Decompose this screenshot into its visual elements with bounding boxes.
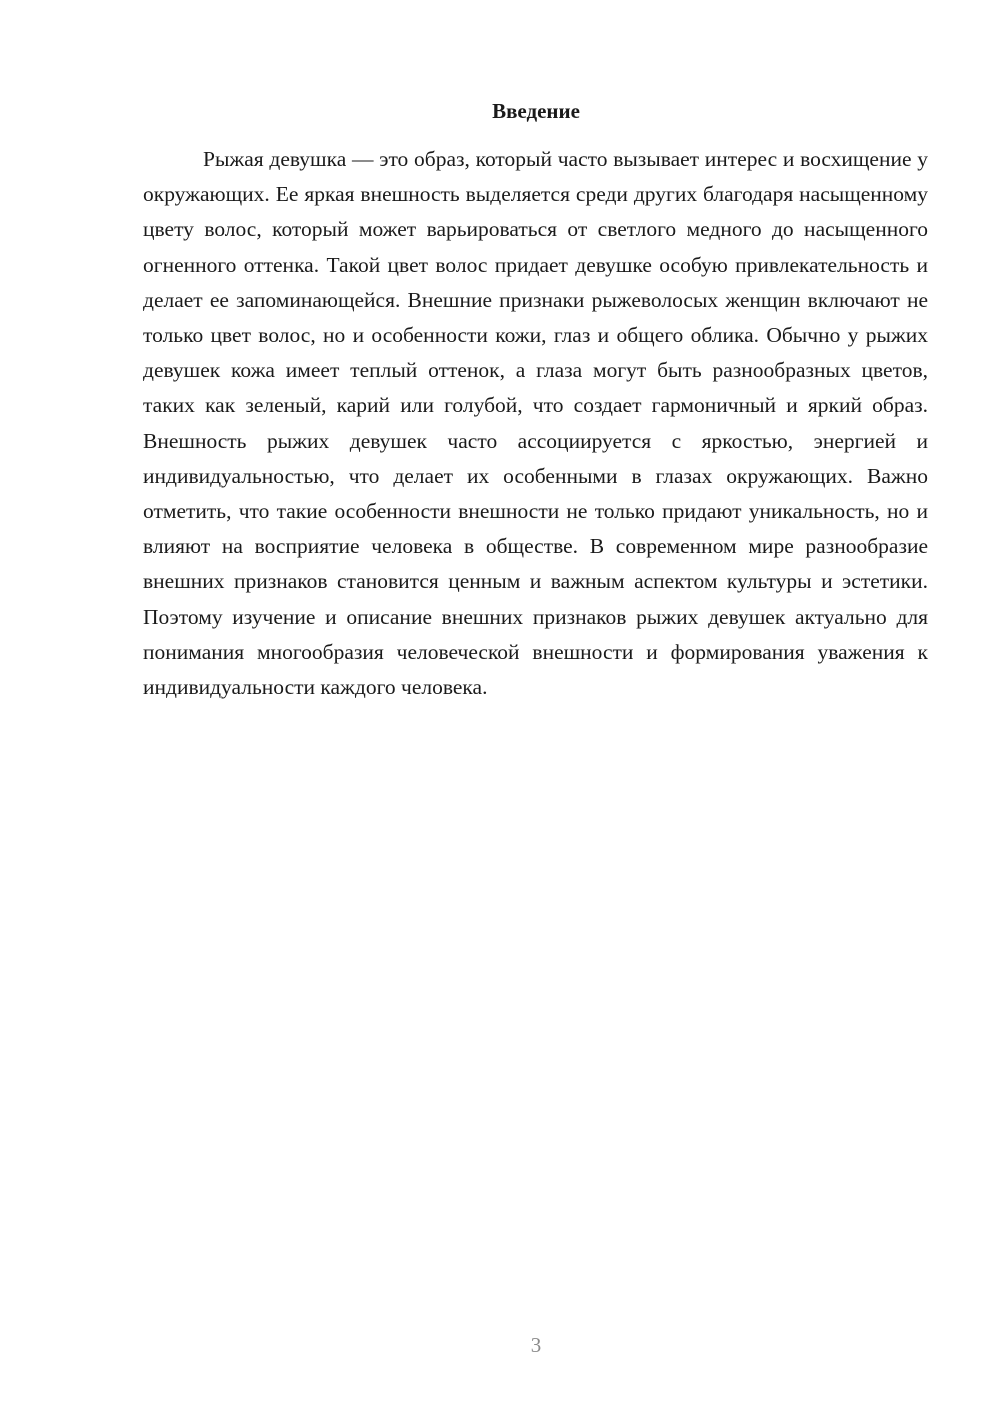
intro-paragraph: Рыжая девушка — это образ, который часто вызывает интерес и восхищение у окружающих. Ее яркая внешность выделяется среди других благодаря насыщенному цвету волос, который может варьироваться от светлого медного до насыщенного огненного оттенка. Такой цвет волос придает девушке особую привлекательность и делает ее запоминающейся. Внешние признаки рыжеволосых женщин включают не только цвет волос, но и особенности кожи, глаз и общего облика. Обычно у рыжих девушек кожа имеет теплый оттенок, а глаза могут быть разнообразных цветов, таких как зеленый, карий или голубой, что создает гармоничный и яркий образ. Внешность рыжих девушек часто ассоциируется с яркостью, энергией и индивидуальностью, что делает их особенными в глазах окружающих. Важно отметить, что такие особенности внешности не только придают уникальность, но и влияют на восприятие человека в обществе. В современном мире разнообразие внешних признаков становится ценным и важным аспектом культуры и эстетики. Поэтому изучение и описание внешних признаков рыжих девушек актуально для понимания многообразия человеческой внешности и формирования уважения к индивидуальности каждого человека. bbox=[143, 147, 928, 700]
page-number: 3 bbox=[530, 1333, 542, 1357]
section-heading: Введение bbox=[492, 99, 580, 123]
